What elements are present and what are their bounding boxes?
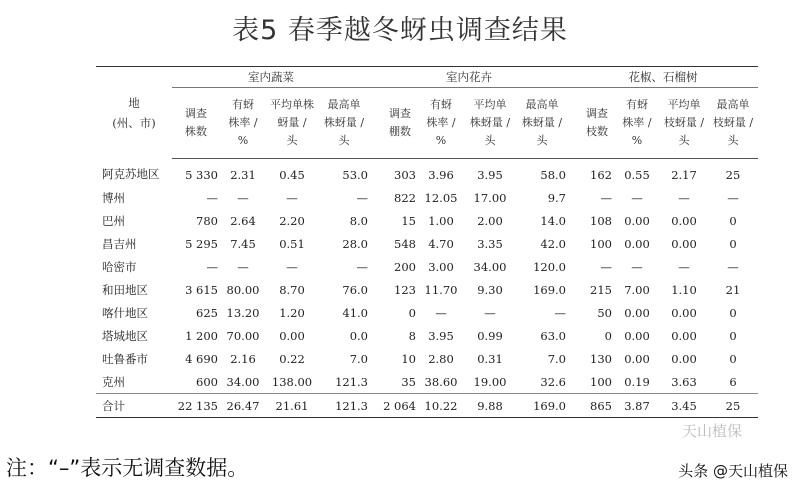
table-row: [96, 255, 758, 278]
value-cell: 138.00: [271, 374, 313, 389]
value-cell: 3.87: [614, 394, 660, 418]
column-header-line: 棚数: [389, 125, 411, 138]
value-cell: —: [727, 190, 739, 205]
column-header: [418, 88, 464, 159]
region-cell: 博州: [102, 190, 125, 205]
region-cell: 塔城地区: [102, 328, 148, 343]
value-cell: 0: [729, 305, 737, 320]
value-cell: 3.95: [428, 328, 454, 343]
value-cell: —: [206, 190, 218, 205]
table-row: [96, 159, 758, 187]
table-row: [96, 324, 758, 347]
value-cell: —: [631, 190, 643, 205]
column-header-line: 调查: [389, 107, 411, 120]
value-cell: 0.00: [624, 236, 650, 251]
value-cell: 123: [394, 282, 416, 297]
value-cell: 14.0: [540, 213, 566, 228]
value-cell: —: [678, 190, 690, 205]
region-cell: 吐鲁番市: [102, 351, 148, 366]
column-header-line: 枝蚜量 /: [712, 116, 754, 129]
value-cell: 7.45: [230, 236, 256, 251]
value-cell: 3.95: [477, 167, 503, 182]
value-cell: 50: [597, 305, 612, 320]
value-cell: 0.00: [624, 213, 650, 228]
value-cell: 303: [394, 167, 416, 182]
column-header: [266, 88, 318, 159]
value-cell: 2.20: [279, 213, 305, 228]
value-cell: 0.00: [624, 351, 650, 366]
value-cell: 0: [729, 351, 737, 366]
value-cell: 215: [590, 282, 612, 297]
value-cell: —: [237, 259, 249, 274]
watermark: 头条 @天山植保: [678, 462, 788, 480]
column-header-line: 蚜量 /: [277, 116, 307, 129]
value-cell: 13.20: [226, 305, 260, 320]
value-cell: 0: [604, 328, 612, 343]
column-header: [220, 88, 266, 159]
column-header-line: 调查: [586, 107, 608, 120]
column-header: [516, 88, 568, 159]
value-cell: 0.31: [477, 351, 503, 366]
value-cell: 6: [729, 374, 737, 389]
value-cell: 5 295: [185, 236, 218, 251]
column-header-line: 株蚜量 /: [323, 116, 365, 129]
column-header-line: 有蚜: [430, 98, 452, 111]
column-header-line: 枝数: [586, 125, 608, 138]
value-cell: 7.0: [547, 351, 566, 366]
column-header-line: 枝蚜量 /: [663, 116, 705, 129]
region-cell: 哈密市: [102, 259, 137, 274]
value-cell: 5 330: [185, 167, 218, 182]
column-header-line: 有蚜: [232, 98, 254, 111]
region-cell: 昌吉州: [102, 236, 137, 251]
value-cell: 0.00: [671, 328, 697, 343]
value-cell: —: [356, 190, 368, 205]
column-header-line: 最高单: [327, 98, 361, 111]
value-cell: 8.70: [279, 282, 305, 297]
value-cell: 0.22: [279, 351, 305, 366]
value-cell: 17.00: [473, 190, 507, 205]
watermark-logo: 天山植保: [682, 422, 743, 440]
value-cell: 21: [725, 282, 741, 297]
value-cell: 28.0: [342, 236, 368, 251]
value-cell: 4.70: [428, 236, 454, 251]
value-cell: 26.47: [220, 394, 266, 418]
value-cell: 0.00: [671, 236, 697, 251]
value-cell: —: [554, 305, 566, 320]
value-cell: 625: [196, 305, 218, 320]
value-cell: 169.0: [516, 394, 568, 418]
value-cell: 11.70: [424, 282, 458, 297]
column-header-line: 平均单: [667, 98, 701, 111]
column-header-line: 株数: [185, 125, 207, 138]
value-cell: 4 690: [185, 351, 218, 366]
value-cell: 0.00: [279, 328, 305, 343]
value-cell: 9.7: [547, 190, 566, 205]
group-header-trees: 花椒、石榴树: [568, 67, 758, 88]
value-cell: —: [600, 190, 612, 205]
value-cell: 1 200: [185, 328, 218, 343]
column-header-line: 最高单: [716, 98, 750, 111]
region-cell: 阿克苏地区: [102, 167, 160, 182]
value-cell: 53.0: [342, 167, 368, 182]
value-cell: 600: [196, 374, 218, 389]
value-cell: 865: [568, 394, 614, 418]
value-cell: 2.80: [428, 351, 454, 366]
table-row: [96, 370, 758, 394]
column-header: [318, 88, 370, 159]
table-body: [96, 159, 758, 418]
value-cell: 10: [401, 351, 416, 366]
value-cell: 38.60: [424, 374, 458, 389]
value-cell: 0.51: [279, 236, 305, 251]
value-cell: 0.45: [279, 167, 305, 182]
column-header-line: 平均单株: [270, 98, 314, 111]
value-cell: 100: [590, 374, 612, 389]
value-cell: 0.00: [671, 351, 697, 366]
value-cell: 58.0: [540, 167, 566, 182]
value-cell: 0.00: [671, 213, 697, 228]
table-row: [96, 347, 758, 370]
total-row: [96, 394, 758, 418]
value-cell: 1.10: [671, 282, 697, 297]
region-cell: 和田地区: [102, 282, 148, 297]
column-header: [660, 88, 708, 159]
value-cell: 32.6: [540, 374, 566, 389]
value-cell: 25: [708, 394, 758, 418]
value-cell: 7.0: [349, 351, 368, 366]
value-cell: 21.61: [266, 394, 318, 418]
value-cell: —: [206, 259, 218, 274]
value-cell: 0.99: [477, 328, 503, 343]
value-cell: 121.3: [335, 374, 368, 389]
value-cell: 822: [394, 190, 416, 205]
table-row: [96, 232, 758, 255]
value-cell: 2.00: [477, 213, 503, 228]
value-cell: 0: [729, 236, 737, 251]
value-cell: —: [356, 259, 368, 274]
value-cell: 19.00: [473, 374, 507, 389]
value-cell: —: [484, 305, 496, 320]
column-header: [370, 88, 418, 159]
value-cell: 121.3: [318, 394, 370, 418]
value-cell: 7.00: [624, 282, 650, 297]
value-cell: 80.00: [226, 282, 260, 297]
value-cell: 0.0: [349, 328, 368, 343]
value-cell: 3 615: [185, 282, 218, 297]
value-cell: 108: [590, 213, 612, 228]
group-header-vegetables: 室内蔬菜: [172, 67, 370, 88]
value-cell: 2.17: [671, 167, 697, 182]
value-cell: 0: [408, 305, 416, 320]
value-cell: 34.00: [473, 259, 507, 274]
column-header-line: %: [631, 134, 643, 147]
value-cell: 780: [196, 213, 218, 228]
value-cell: 70.00: [226, 328, 260, 343]
column-header-line: 头: [727, 134, 739, 147]
value-cell: 3.45: [660, 394, 708, 418]
column-header-line: 最高单: [525, 98, 559, 111]
region-cell: 巴州: [102, 213, 125, 228]
region-header-line: (州、市): [112, 115, 156, 130]
column-header-line: 株率 /: [622, 116, 652, 129]
column-header-line: 株蚜量 /: [469, 116, 511, 129]
value-cell: —: [678, 259, 690, 274]
value-cell: 9.88: [464, 394, 516, 418]
value-cell: 42.0: [540, 236, 566, 251]
column-header-line: %: [435, 134, 447, 147]
table-title: 表5 春季越冬蚜虫调查结果: [232, 15, 568, 46]
value-cell: 8.0: [349, 213, 368, 228]
region-cell: 克州: [102, 374, 125, 389]
column-header-line: 头: [484, 134, 496, 147]
value-cell: 9.30: [477, 282, 503, 297]
column-header-line: 头: [286, 134, 298, 147]
value-cell: 76.0: [342, 282, 368, 297]
value-cell: 548: [394, 236, 416, 251]
column-header: [172, 88, 220, 159]
region-header: [96, 67, 172, 159]
column-header-line: 平均单: [473, 98, 507, 111]
region-cell: 喀什地区: [102, 305, 148, 320]
value-cell: 3.00: [428, 259, 454, 274]
value-cell: 35: [401, 374, 416, 389]
column-header: [568, 88, 614, 159]
value-cell: 2.16: [230, 351, 256, 366]
value-cell: —: [727, 259, 739, 274]
column-header-line: 株率 /: [426, 116, 456, 129]
region-header-line: 地: [128, 95, 140, 110]
value-cell: 41.0: [342, 305, 368, 320]
value-cell: 1.20: [279, 305, 305, 320]
value-cell: 8: [408, 328, 416, 343]
table-row: [96, 209, 758, 232]
survey-table: [96, 66, 758, 418]
value-cell: 25: [725, 167, 741, 182]
value-cell: 3.96: [428, 167, 454, 182]
value-cell: 63.0: [540, 328, 566, 343]
value-cell: 200: [394, 259, 416, 274]
value-cell: 0: [729, 213, 737, 228]
column-header-line: 有蚜: [626, 98, 648, 111]
region-cell: 合计: [96, 394, 172, 418]
value-cell: —: [286, 190, 298, 205]
column-header: [708, 88, 758, 159]
value-cell: 100: [590, 236, 612, 251]
column-header: [464, 88, 516, 159]
table-row: [96, 186, 758, 209]
value-cell: 0.00: [671, 305, 697, 320]
value-cell: —: [286, 259, 298, 274]
value-cell: —: [600, 259, 612, 274]
value-cell: 0.55: [624, 167, 650, 182]
value-cell: 15: [401, 213, 416, 228]
value-cell: 162: [590, 167, 612, 182]
value-cell: 0.00: [624, 305, 650, 320]
value-cell: 22 135: [172, 394, 220, 418]
value-cell: 3.63: [671, 374, 697, 389]
value-cell: 2.31: [230, 167, 256, 182]
value-cell: 10.22: [418, 394, 464, 418]
column-header-line: 株率 /: [228, 116, 258, 129]
value-cell: —: [435, 305, 447, 320]
column-header: [614, 88, 660, 159]
value-cell: —: [237, 190, 249, 205]
footnote: 注：“–”表示无调查数据。: [6, 456, 249, 480]
value-cell: 130: [590, 351, 612, 366]
value-cell: 34.00: [226, 374, 260, 389]
column-header-line: %: [237, 134, 249, 147]
group-header-flowers: 室内花卉: [370, 67, 568, 88]
table-row: [96, 278, 758, 301]
value-cell: 0: [729, 328, 737, 343]
value-cell: 2.64: [230, 213, 256, 228]
value-cell: 120.0: [533, 259, 566, 274]
column-header-line: 头: [338, 134, 350, 147]
column-header-line: 头: [536, 134, 548, 147]
value-cell: 169.0: [533, 282, 566, 297]
value-cell: —: [631, 259, 643, 274]
column-header-line: 株蚜量 /: [521, 116, 563, 129]
table-row: [96, 301, 758, 324]
table-header: [96, 67, 758, 159]
value-cell: 0.00: [624, 328, 650, 343]
value-cell: 2 064: [370, 394, 418, 418]
column-header-line: 头: [678, 134, 690, 147]
value-cell: 12.05: [424, 190, 458, 205]
value-cell: 1.00: [428, 213, 454, 228]
value-cell: 3.35: [477, 236, 503, 251]
column-header-line: 调查: [185, 107, 207, 120]
value-cell: 0.19: [624, 374, 650, 389]
